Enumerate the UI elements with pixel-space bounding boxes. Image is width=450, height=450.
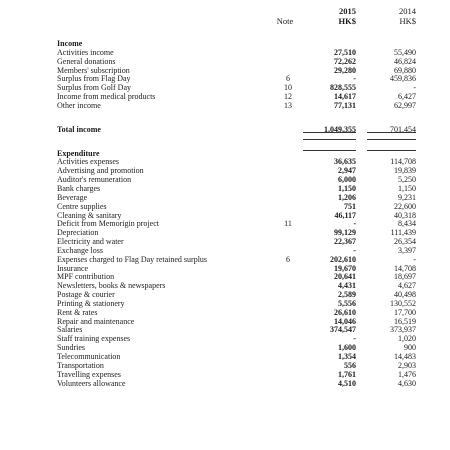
statement-row [57, 238, 450, 247]
row-value-2015: 77,131 [334, 100, 356, 110]
total-rule-2014-top [367, 139, 416, 140]
row-value-2014: 2,903 [398, 360, 416, 370]
year-2014-label: 2014 [399, 6, 416, 16]
row-value-2015: 4,510 [338, 378, 356, 388]
row-value-2015: 1,354 [338, 352, 356, 361]
row-note: 10 [284, 83, 292, 93]
row-value-2014: 14,483 [394, 352, 416, 361]
row-value-2014: 19,839 [394, 166, 416, 176]
total-rule-2014-bottom [367, 150, 416, 151]
row-label: Newsletters, books & newspapers [57, 281, 166, 291]
total-income-label: Total income [57, 124, 101, 134]
row-value-2015: 22,367 [334, 237, 356, 247]
statement-row [57, 300, 450, 309]
row-value-2015: 202,610 [330, 254, 356, 264]
statement-row [57, 194, 450, 203]
row-label: Volunteers allowance [57, 378, 126, 388]
expenditure-rows [57, 158, 450, 388]
statement-row [57, 93, 450, 102]
row-value-2015: 14,617 [334, 92, 356, 102]
row-value-2015: 1,761 [338, 369, 356, 379]
row-value-2015: 27,510 [334, 47, 356, 57]
row-label: Insurance [57, 263, 89, 273]
statement-row [57, 282, 450, 291]
row-label: Activities income [57, 47, 114, 57]
total-rule-2015-bottom [303, 150, 356, 151]
income-rule-2014 [367, 132, 416, 133]
year-2015-unit: HK$ [338, 16, 356, 26]
row-value-2015: 1,206 [338, 192, 356, 202]
row-note: 13 [284, 100, 292, 110]
row-value-2014: 22,600 [394, 201, 416, 211]
row-value-2015: 72,262 [334, 56, 356, 66]
row-label: Sundries [57, 343, 85, 353]
row-value-2014: 26,354 [394, 237, 416, 247]
row-note: 6 [286, 74, 290, 84]
row-label: Repair and maintenance [57, 316, 135, 326]
statement-row [57, 256, 450, 265]
row-value-2014: 1,150 [398, 183, 416, 193]
year-2014-unit: HK$ [399, 16, 416, 26]
row-value-2015: 20,641 [334, 272, 356, 282]
row-value-2015: - [353, 74, 356, 84]
statement-body [57, 40, 450, 388]
row-value-2015: 14,046 [334, 316, 356, 326]
row-value-2015: 26,610 [334, 307, 356, 317]
row-value-2015: 374,547 [330, 325, 356, 335]
row-label: Exchange loss [57, 245, 103, 255]
row-value-2015: - [353, 219, 356, 229]
row-value-2015: 36,635 [334, 157, 356, 167]
row-value-2014: 16,519 [394, 316, 416, 326]
row-label: Surplus from Golf Day [57, 83, 131, 93]
section-title: Income [57, 39, 83, 48]
income-rule-2015 [303, 132, 356, 133]
row-value-2015: 99,129 [334, 228, 356, 238]
row-value-2014: 62,997 [394, 100, 416, 110]
row-value-2014: 40,498 [394, 290, 416, 300]
row-label: Salaries [57, 325, 83, 335]
row-value-2014: 46,824 [394, 56, 416, 66]
row-value-2015: 751 [344, 201, 356, 211]
statement-row [57, 49, 450, 58]
row-label: Auditor's remuneration [57, 175, 132, 185]
row-label: Travelling expenses [57, 369, 121, 379]
row-value-2015: 19,670 [334, 263, 356, 273]
row-value-2014: 14,708 [394, 263, 416, 273]
row-value-2014: 459,836 [390, 74, 416, 84]
row-value-2015: 1,150 [338, 183, 356, 193]
row-value-2014: 9,231 [398, 192, 416, 202]
row-value-2014: 8,434 [398, 219, 416, 229]
row-label: Telecommunication [57, 352, 121, 361]
row-value-2014: 114,708 [390, 157, 416, 167]
income-rows [57, 49, 450, 111]
row-label: Expenses charged to Flag Day retained surplus [57, 254, 208, 264]
row-label: General donations [57, 56, 116, 66]
row-value-2014: 900 [404, 343, 416, 353]
row-label: Staff training expenses [57, 334, 131, 344]
row-label: Other income [57, 100, 101, 110]
column-2015 [313, 6, 356, 26]
row-value-2015: 6,000 [338, 175, 356, 185]
row-label: Activities expenses [57, 157, 119, 167]
row-label: Beverage [57, 192, 88, 202]
note-column-label: Note [276, 16, 294, 26]
income-section-title [57, 40, 450, 49]
statement-row [57, 335, 450, 344]
row-note: 6 [286, 254, 290, 264]
row-value-2015: 1,600 [338, 343, 356, 353]
row-label: Depreciation [57, 228, 99, 238]
row-value-2014: 69,880 [394, 65, 416, 75]
row-value-2014: 1,476 [398, 369, 416, 379]
row-value-2014: - [413, 83, 416, 93]
row-label: Bank charges [57, 183, 101, 193]
row-value-2015: 5,556 [338, 298, 356, 308]
row-label: Income from medical products [57, 92, 156, 102]
row-value-2015: 46,117 [334, 210, 356, 220]
row-value-2015: 2,589 [338, 290, 356, 300]
row-value-2015: - [353, 245, 356, 255]
row-value-2015: 556 [344, 360, 356, 370]
total-income-row [57, 126, 450, 135]
total-rule-2015-top [303, 139, 356, 140]
row-value-2014: 6,427 [398, 92, 416, 102]
row-value-2014: 40,318 [394, 210, 416, 220]
row-value-2014: 1,020 [398, 334, 416, 344]
row-label: Postage & courier [57, 290, 115, 300]
row-label: Members' subscription [57, 65, 130, 75]
row-value-2014: 373,937 [390, 325, 416, 335]
spacer [57, 135, 450, 150]
total-income-2015: 1,049,355 [324, 124, 356, 134]
row-label: Surplus from Flag Day [57, 74, 131, 84]
row-label: Cleaning & sanitary [57, 210, 122, 220]
row-value-2015: - [353, 334, 356, 344]
statement-row [57, 380, 450, 389]
statement-row [57, 265, 450, 274]
row-label: MPF contribution [57, 272, 115, 282]
row-value-2014: 3,397 [398, 245, 416, 255]
row-value-2015: 2,947 [338, 166, 356, 176]
row-value-2014: 17,700 [394, 307, 416, 317]
row-label: Transportation [57, 360, 104, 370]
row-value-2014: 111,439 [390, 228, 416, 238]
row-value-2014: 5,250 [398, 175, 416, 185]
row-note: 12 [284, 92, 292, 102]
column-header [0, 6, 450, 36]
row-value-2015: 828,555 [330, 83, 356, 93]
statement-row [57, 353, 450, 362]
row-label: Printing & stationery [57, 298, 125, 308]
row-label: Rent & rates [57, 307, 98, 317]
section-title: Expenditure [57, 148, 100, 158]
row-value-2014: 4,630 [398, 378, 416, 388]
row-value-2015: 4,431 [338, 281, 356, 291]
row-value-2014: 4,627 [398, 281, 416, 291]
row-label: Centre supplies [57, 201, 107, 211]
column-2014 [370, 6, 416, 26]
row-label: Electricity and water [57, 237, 124, 247]
statement-row [57, 176, 450, 185]
row-value-2014: - [413, 254, 416, 264]
row-label: Deficit from Memorigin project [57, 219, 159, 229]
row-value-2015: 29,280 [334, 65, 356, 75]
statement-row [57, 102, 450, 111]
year-2015-label: 2015 [339, 6, 356, 16]
row-note: 11 [284, 219, 292, 229]
total-income-2014: 701,454 [390, 124, 416, 134]
statement-row [57, 185, 450, 194]
row-label: Advertising and promotion [57, 166, 144, 176]
row-value-2014: 18,697 [394, 272, 416, 282]
spacer [57, 111, 450, 126]
row-value-2014: 130,552 [390, 298, 416, 308]
row-value-2014: 55,490 [394, 47, 416, 57]
